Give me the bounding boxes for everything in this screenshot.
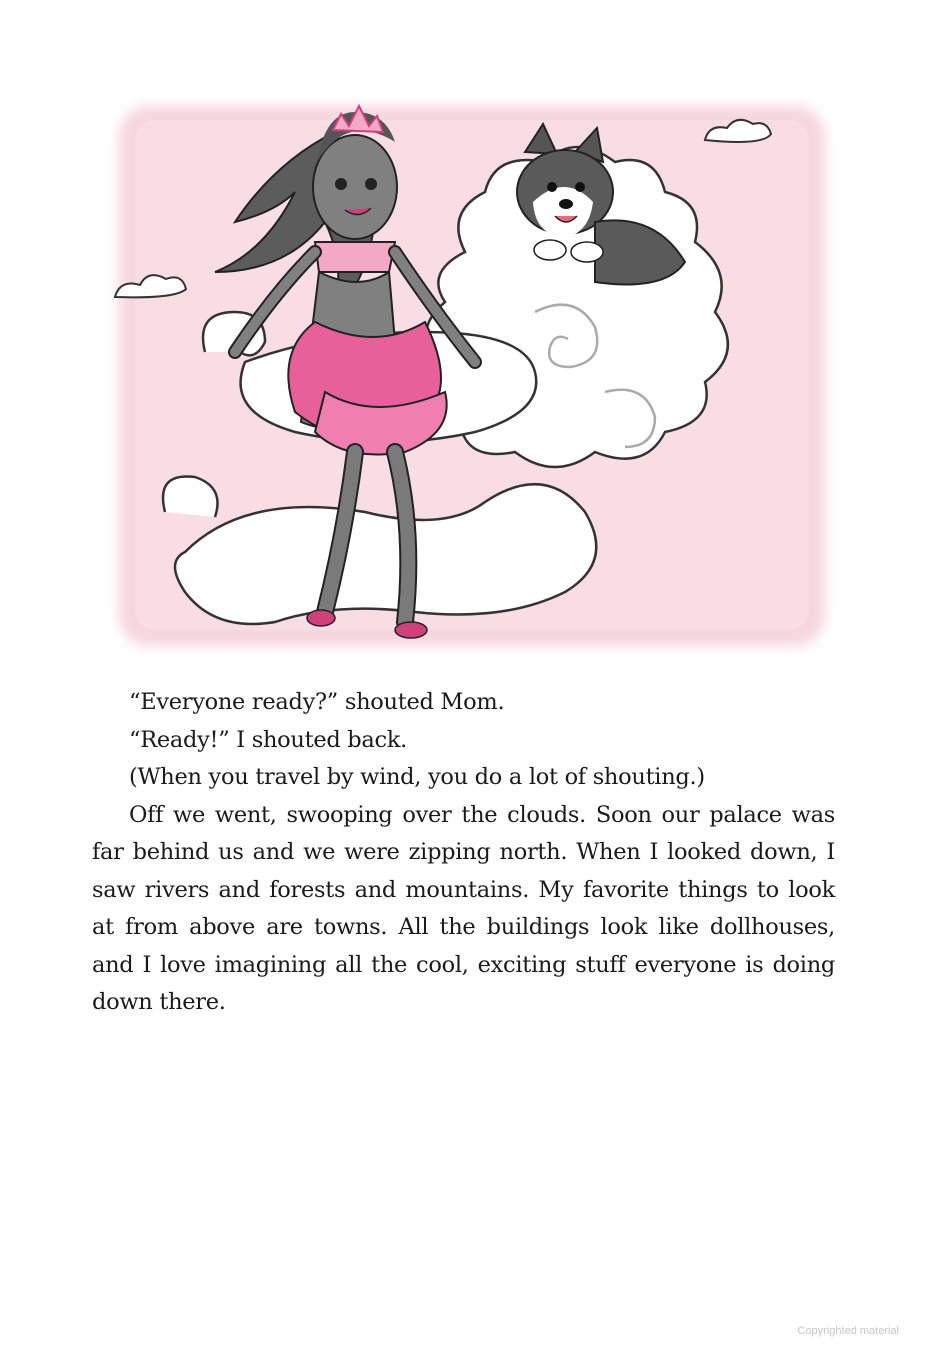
paragraph: (When you travel by wind, you do a lot of shouting.) <box>129 764 705 790</box>
story-text <box>92 684 835 1022</box>
paragraph: “Everyone ready?” shouted Mom. <box>129 689 505 715</box>
copyright-watermark: Copyrighted material <box>797 1325 899 1337</box>
paragraph: Off we went, swooping over the clouds. Soon our palace was far behind us and we were zipping north. When I looked down, I saw rivers and forests and mountains. My favorite things to look at from above are towns. All the buildings look like dollhouses, and I love imagining all the cool, exciting stuff everyone is doing down there. <box>92 801 835 1015</box>
illustration <box>105 92 839 664</box>
paragraph: “Ready!” I shouted back. <box>129 726 408 753</box>
princess-clouds-illustration <box>105 92 839 664</box>
